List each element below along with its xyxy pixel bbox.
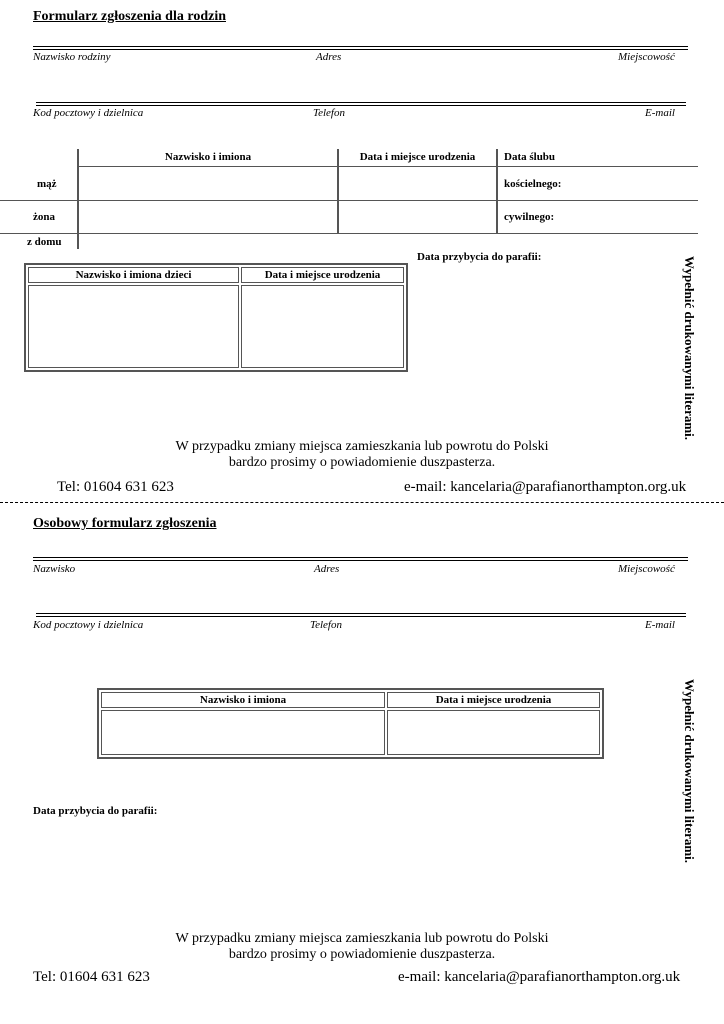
family-row2-line[interactable]	[36, 102, 686, 106]
family-arrival-label: Data przybycia do parafii:	[417, 251, 542, 263]
personal-phone-label: Telefon	[310, 619, 342, 631]
family-notice-line1: W przypadku zmiany miejsca zamieszkania lub powrotu do Polski	[175, 439, 549, 454]
col-wedding-header: Data ślubu	[504, 151, 556, 163]
children-name-header: Nazwisko i imiona dzieci	[28, 267, 239, 283]
family-notice	[100, 439, 624, 471]
family-notice-line2: bardzo prosimy o powiadomienie duszpasterza.	[228, 455, 496, 470]
personal-row1-line[interactable]	[33, 557, 688, 561]
children-birth-header: Data i miejsce urodzenia	[241, 267, 404, 283]
family-side-note: Wypełnić drukowanymi literami.	[682, 256, 697, 441]
personal-address-label: Adres	[314, 563, 340, 575]
church-wedding-label: kościelnego:	[504, 178, 562, 190]
wife-label: żona	[33, 211, 55, 223]
maiden-name-cell[interactable]	[79, 235, 337, 248]
civil-wedding-label: cywilnego:	[504, 211, 555, 223]
personal-phone-contact: Tel: 01604 631 623	[33, 969, 150, 985]
personal-notice-line1: W przypadku zmiany miejsca zamieszkania lub powrotu do Polski	[175, 931, 549, 946]
col-birth-header: Data i miejsce urodzenia	[359, 151, 476, 163]
husband-birth-cell[interactable]	[339, 168, 496, 199]
personal-birth-cell[interactable]	[387, 710, 600, 755]
husband-name-cell[interactable]	[79, 168, 337, 199]
col-name-header: Nazwisko i imiona	[164, 151, 252, 163]
personal-birth-header: Data i miejsce urodzenia	[387, 692, 600, 708]
family-row1-line[interactable]	[33, 46, 688, 50]
children-name-cell[interactable]	[28, 285, 239, 368]
personal-notice-line2: bardzo prosimy o powiadomienie duszpasterza.	[228, 947, 496, 962]
maiden-name-label: z domu	[27, 236, 62, 248]
table-rule	[0, 233, 698, 234]
personal-name-cell[interactable]	[101, 710, 385, 755]
personal-name-header: Nazwisko i imiona	[101, 692, 385, 708]
personal-side-note: Wypełnić drukowanymi literami.	[682, 679, 697, 864]
personal-email-label: E-mail	[645, 619, 675, 631]
personal-table	[97, 688, 604, 759]
personal-notice	[100, 931, 624, 963]
personal-row2-line[interactable]	[36, 613, 686, 617]
family-form-title: Formularz zgłoszenia dla rodzin	[33, 9, 226, 24]
personal-town-label: Miejscowość	[618, 563, 675, 575]
family-town-label: Miejscowość	[618, 51, 675, 63]
personal-postcode-label: Kod pocztowy i dzielnica	[33, 619, 144, 631]
wife-name-cell[interactable]	[79, 202, 337, 232]
table-rule	[77, 166, 698, 167]
personal-email-contact[interactable]: e-mail: kancelaria@parafianorthampton.org.uk	[398, 969, 681, 985]
table-divider	[496, 149, 498, 233]
personal-surname-label: Nazwisko	[33, 563, 76, 575]
wife-birth-cell[interactable]	[339, 202, 496, 232]
table-divider	[77, 149, 79, 249]
family-phone-label: Telefon	[313, 107, 345, 119]
family-surname-label: Nazwisko rodziny	[33, 51, 111, 63]
children-birth-cell[interactable]	[241, 285, 404, 368]
family-address-label: Adres	[316, 51, 342, 63]
family-email-contact[interactable]: e-mail: kancelaria@parafianorthampton.org.uk	[404, 479, 687, 495]
family-email-label: E-mail	[645, 107, 675, 119]
family-phone-contact: Tel: 01604 631 623	[57, 479, 174, 495]
husband-label: mąż	[37, 178, 57, 190]
children-table	[24, 263, 408, 372]
personal-arrival-label: Data przybycia do parafii:	[33, 805, 158, 817]
table-rule	[0, 200, 698, 201]
personal-form-title: Osobowy formularz zgłoszenia	[33, 516, 217, 531]
family-postcode-label: Kod pocztowy i dzielnica	[33, 107, 144, 119]
cut-line	[0, 502, 724, 503]
